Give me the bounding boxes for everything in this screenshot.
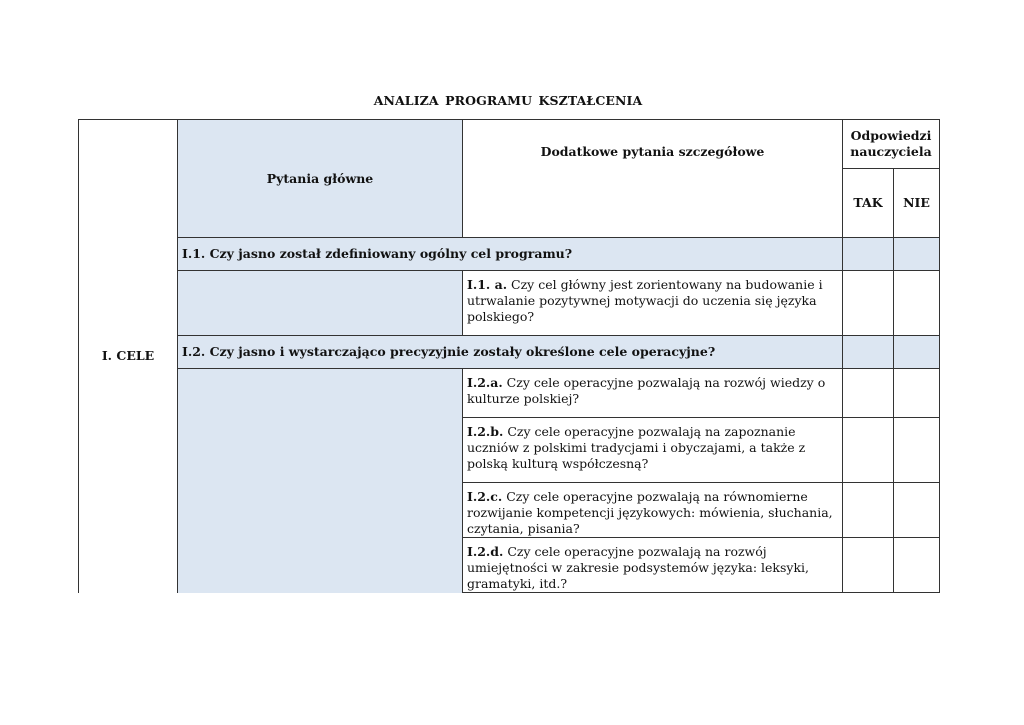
no-header-label: NIE: [903, 195, 930, 210]
sub-question-text: Czy cele operacyjne pozwalają na zapoznanie uczniów z polskimi tradycjami i obyczajami, a także z polską kulturą współczesną?: [467, 424, 806, 471]
sub-question-code: I.1. a.: [467, 277, 508, 292]
header-row: [79, 120, 940, 169]
yes-header-label: TAK: [853, 195, 883, 210]
main-question-cell: [178, 238, 843, 271]
answer-yes-cell[interactable]: [843, 369, 894, 418]
teacher-answers-header: [843, 120, 940, 169]
sub-question-cell: [463, 369, 843, 418]
answer-no-cell[interactable]: [894, 538, 940, 593]
answer-yes-cell[interactable]: [843, 538, 894, 593]
section-label-cell: [79, 120, 178, 593]
yes-header: [843, 169, 894, 238]
sub-question-text: Czy cele operacyjne pozwalają na rozwój wiedzy o kulturze polskiej?: [467, 375, 826, 406]
main-question-text: I.2. Czy jasno i wystarczająco precyzyjnie zostały określone cele operacyjne?: [182, 344, 716, 359]
main-question-spacer-cell: [178, 369, 463, 593]
sub-question-cell: [463, 538, 843, 593]
main-questions-header-label: Pytania główne: [266, 170, 374, 186]
sub-question-row: [79, 369, 940, 418]
sub-question-cell: [463, 271, 843, 336]
answer-no-cell[interactable]: [894, 336, 940, 369]
answer-yes-cell[interactable]: [843, 418, 894, 483]
sub-question-text: Czy cele operacyjne pozwalają na rozwój umiejętności w zakresie podsystemów języka: leksyki, gramatyki, itd.?: [467, 544, 810, 591]
main-questions-header: [178, 120, 463, 238]
sub-question-code: I.2.d.: [467, 544, 504, 559]
answer-no-cell[interactable]: [894, 483, 940, 538]
answer-no-cell[interactable]: [894, 369, 940, 418]
sub-question-code: I.2.b.: [467, 424, 504, 439]
program-analysis-table: [78, 119, 940, 593]
document-title: ANALIZA PROGRAMU KSZTAŁCENIA: [373, 93, 643, 108]
main-question-row: [79, 336, 940, 369]
sub-question-cell: [463, 483, 843, 538]
main-question-row: [79, 238, 940, 271]
sub-question-row: [79, 271, 940, 336]
answer-no-cell[interactable]: [894, 238, 940, 271]
sub-question-cell: [463, 418, 843, 483]
detail-questions-header: [463, 120, 843, 238]
main-question-spacer-cell: [178, 271, 463, 336]
detail-questions-header-label: Dodatkowe pytania szczegółowe: [540, 144, 765, 159]
answer-yes-cell[interactable]: [843, 271, 894, 336]
answer-yes-cell[interactable]: [843, 238, 894, 271]
no-header: [894, 169, 940, 238]
answer-yes-cell[interactable]: [843, 336, 894, 369]
sub-question-code: I.2.a.: [467, 375, 503, 390]
answer-no-cell[interactable]: [894, 271, 940, 336]
main-question-cell: [178, 336, 843, 369]
sub-question-code: I.2.c.: [467, 489, 503, 504]
sub-question-text: Czy cel główny jest zorientowany na budowanie i utrwalanie pozytywnej motywacji do uczenia się języka polskiego?: [467, 277, 823, 324]
main-question-text: I.1. Czy jasno został zdefiniowany ogólny cel programu?: [182, 246, 573, 261]
section-label: I. CELE: [101, 348, 155, 364]
answer-no-cell[interactable]: [894, 418, 940, 483]
sub-question-text: Czy cele operacyjne pozwalają na równomierne rozwijanie kompetencji językowych: mówienia, słuchania, czytania, pisania?: [467, 489, 833, 536]
answer-yes-cell[interactable]: [843, 483, 894, 538]
teacher-answers-header-label: Odpowiedzi nauczyciela: [850, 128, 932, 159]
